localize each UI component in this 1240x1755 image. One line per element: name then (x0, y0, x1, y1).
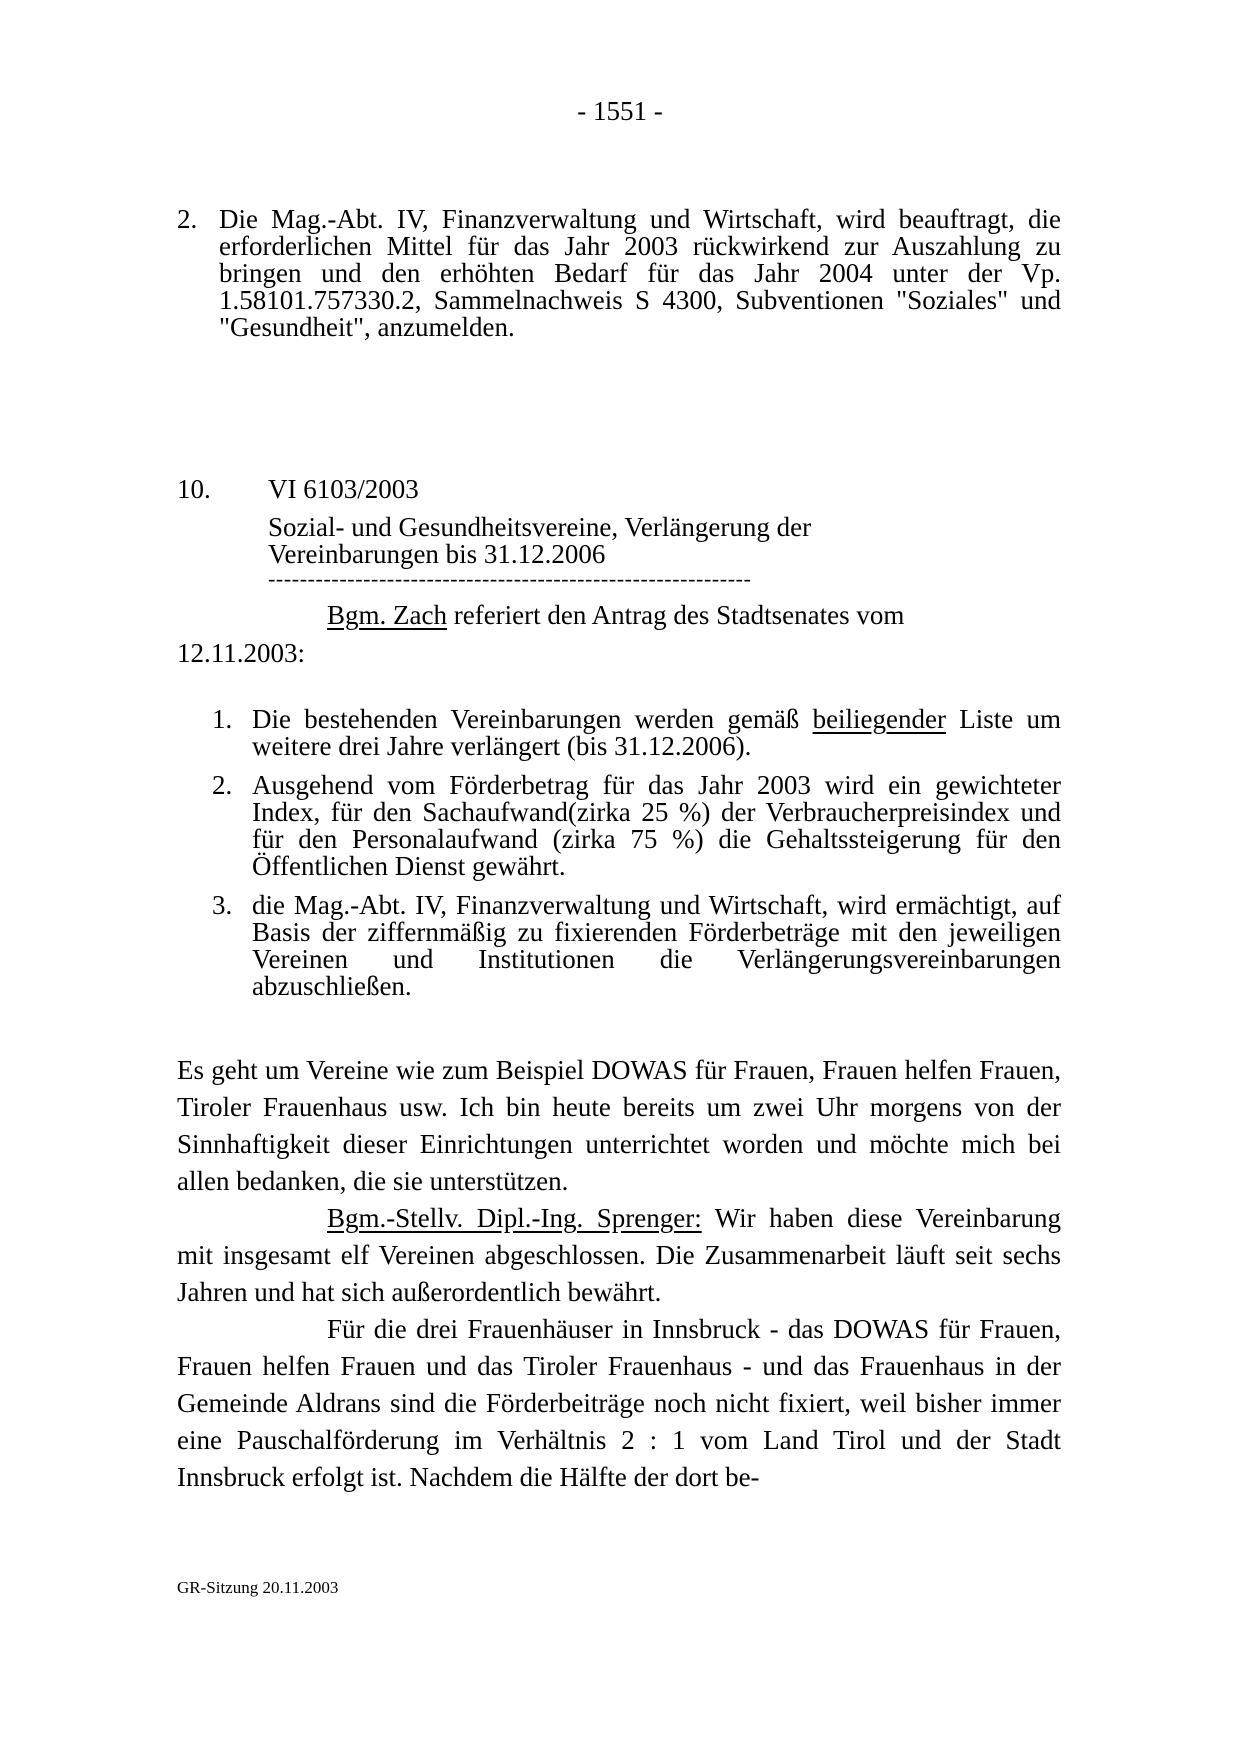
agenda-item-reference: VI 6103/2003 (268, 474, 419, 504)
body-p2-speaker: Bgm.-Stellv. Dipl.-Ing. Sprenger: (327, 1203, 702, 1233)
intro-speaker: Bgm. Zach (327, 600, 447, 630)
prev-item-text: Die Mag.-Abt. IV, Finanzverwaltung und Wirtschaft, wird beauftragt, die erforderlichen Mittel für das Jahr 2003 rückwirkend zur Auszahlung zu bringen und den erhöhten Bedarf für das Jahr 2004 unter der Vp. 1.58101.757330.2, Sammelnachweis S 4300, Subventionen "Soziales" und "Gesundheit", anzumelden. (219, 204, 1061, 342)
body-paragraph-3: Für die drei Frauenhäuser in Innsbruck - das DOWAS für Frauen, Frauen helfen Frauen und das Tiroler Frauenhaus - und das Frauenhaus in der Gemeinde Aldrans sind die Förderbeiträge noch nicht fixiert, weil bisher immer eine Pauschalförderung im Verhältnis 2 : 1 vom Land Tirol und der Stadt Innsbruck erfolgt ist. Nachdem die Hälfte der dort be- (177, 1314, 1061, 1492)
motion-item-3 (212, 892, 1061, 1000)
agenda-item-number: 10. (177, 474, 211, 504)
agenda-title-line-2: Vereinbarungen bis 31.12.2006 (268, 539, 606, 569)
motion-item-1-pre: Die bestehenden Vereinbarungen werden gemäß (252, 704, 813, 734)
motion-item-2-text: Ausgehend vom Förderbetrag für das Jahr 2003 wird ein gewichteter Index, für den Sachaufwand(zirka 25 %) der Verbraucherpreisindex und für den Personalaufwand (zirka 75 %) die Gehaltssteigerung für den Öffentlichen Dienst gewährt. (252, 770, 1061, 881)
agenda-item-title (268, 514, 811, 568)
footer: GR-Sitzung 20.11.2003 (177, 1578, 339, 1597)
motion-item-1-underlined: beiliegender (812, 704, 946, 734)
agenda-title-line-1: Sozial- und Gesundheitsvereine, Verlängerung der (268, 512, 812, 542)
prev-resolution-item-2 (177, 206, 1061, 341)
motion-item-1 (212, 706, 1061, 760)
intro-line (327, 600, 904, 631)
motion-item-1-post: Liste um weitere drei Jahre verlängert (bis 31.12.2006). (252, 704, 1061, 761)
motion-item-1-number: 1. (212, 704, 233, 734)
motion-item-1-text (252, 706, 1061, 760)
agenda-separator: ------------------------------------------------------------- (268, 566, 752, 591)
motion-item-3-number: 3. (212, 890, 233, 920)
intro-text: referiert den Antrag des Stadtsenates vom (446, 600, 905, 630)
body-paragraph-2 (177, 1200, 1061, 1311)
page-number: - 1551 - (577, 96, 663, 126)
motion-item-2 (212, 772, 1061, 880)
motion-item-3-text: die Mag.-Abt. IV, Finanzverwaltung und Wirtschaft, wird ermächtigt, auf Basis der ziffernmäßig zu fixierenden Förderbeträge mit den jeweiligen Vereinen und Institutionen die Verlängerungsvereinbarungen abzuschließen. (252, 890, 1061, 1001)
prev-item-number: 2. (177, 204, 198, 234)
motion-item-2-number: 2. (212, 770, 233, 800)
body-p2-text: Wir haben diese Vereinbarung mit insgesamt elf Vereinen abgeschlossen. Die Zusammenarbeit läuft seit sechs Jahren und hat sich außerordentlich bewährt. (177, 1203, 1061, 1307)
intro-date: 12.11.2003: (177, 638, 305, 668)
body-paragraph-1: Es geht um Vereine wie zum Beispiel DOWAS für Frauen, Frauen helfen Frauen, Tiroler Frauenhaus usw. Ich bin heute bereits um zwei Uhr morgens von der Sinnhaftigkeit dieser Einrichtungen unterrichtet worden und möchte mich bei allen bedanken, die sie unterstützen. (177, 1055, 1061, 1196)
